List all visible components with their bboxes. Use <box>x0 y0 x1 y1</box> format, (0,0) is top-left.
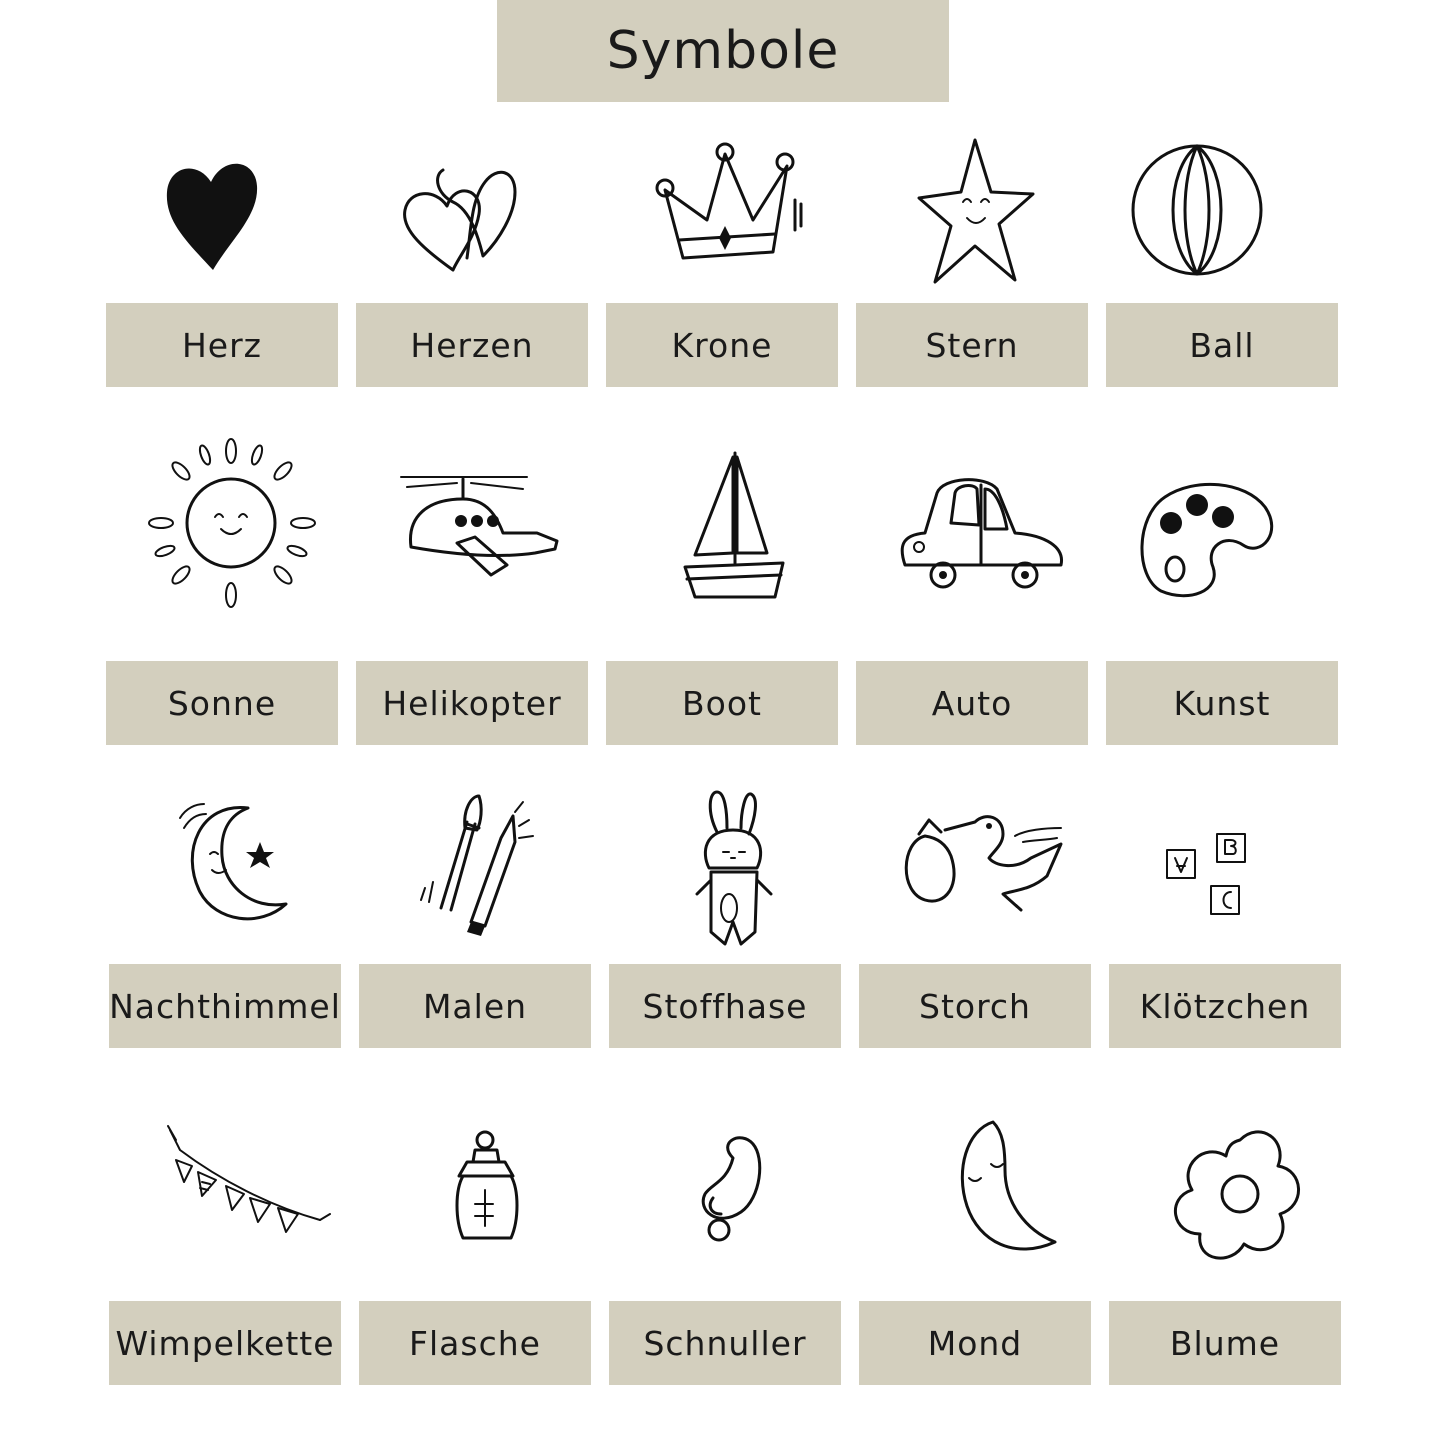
bunting-icon <box>125 1110 325 1280</box>
symbol-label: Herz <box>181 325 262 365</box>
label-box-flasche <box>359 1301 591 1385</box>
symbol-label: Helikopter <box>382 683 562 723</box>
label-box-herz <box>106 303 338 387</box>
symbol-label: Ball <box>1189 325 1255 365</box>
blocks-icon <box>1110 782 1310 952</box>
symbol-label: Wimpelkette <box>115 1323 335 1363</box>
star-icon <box>860 130 1060 300</box>
symbol-label: Sonne <box>167 683 277 723</box>
sun-icon <box>118 437 318 607</box>
symbol-label: Flasche <box>409 1323 541 1363</box>
label-box-herzen <box>356 303 588 387</box>
flower-icon <box>1125 1110 1325 1280</box>
label-box-krone <box>606 303 838 387</box>
symbol-label: Krone <box>671 325 773 365</box>
page-title: Symbole <box>606 21 840 81</box>
brush-pencil-icon <box>374 782 574 952</box>
crescent-moon-icon <box>870 1110 1070 1280</box>
label-box-ball <box>1106 303 1338 387</box>
label-box-auto <box>856 661 1088 745</box>
hearts-icon <box>360 130 560 300</box>
label-box-blume <box>1109 1301 1341 1385</box>
moon-star-icon <box>125 782 325 952</box>
symbol-label: Kunst <box>1173 683 1271 723</box>
symbol-label: Blume <box>1169 1323 1281 1363</box>
label-box-kunst <box>1106 661 1338 745</box>
page-title-banner <box>497 0 949 102</box>
baby-bottle-icon <box>374 1110 574 1280</box>
label-box-kloetzchen <box>1109 964 1341 1048</box>
symbol-label: Klötzchen <box>1139 986 1311 1026</box>
symbol-label: Herzen <box>410 325 534 365</box>
label-box-storch <box>859 964 1091 1048</box>
symbol-label: Auto <box>931 683 1013 723</box>
label-box-nachthimmel <box>109 964 341 1048</box>
label-box-boot <box>606 661 838 745</box>
heart-icon <box>110 130 310 300</box>
label-box-stoffhase <box>609 964 841 1048</box>
sailboat-icon <box>622 437 822 607</box>
crown-icon <box>610 130 810 300</box>
symbol-label: Malen <box>422 986 528 1026</box>
label-box-schnuller <box>609 1301 841 1385</box>
symbol-label: Stoffhase <box>642 986 808 1026</box>
symbol-label: Boot <box>682 683 762 723</box>
label-box-stern <box>856 303 1088 387</box>
symbol-label: Nachthimmel <box>109 986 341 1026</box>
stork-icon <box>870 782 1070 952</box>
label-box-mond <box>859 1301 1091 1385</box>
symbol-label: Schnuller <box>643 1323 807 1363</box>
pacifier-icon <box>622 1110 822 1280</box>
ball-icon <box>1110 130 1310 300</box>
helicopter-icon <box>372 437 572 607</box>
label-box-wimpelkette <box>109 1301 341 1385</box>
label-box-malen <box>359 964 591 1048</box>
palette-icon <box>1110 437 1310 607</box>
symbol-label: Stern <box>925 325 1019 365</box>
bunny-icon <box>622 782 822 952</box>
label-box-helikopter <box>356 661 588 745</box>
label-box-sonne <box>106 661 338 745</box>
symbol-label: Mond <box>927 1323 1023 1363</box>
symbol-label: Storch <box>919 986 1031 1026</box>
car-icon <box>870 437 1070 607</box>
